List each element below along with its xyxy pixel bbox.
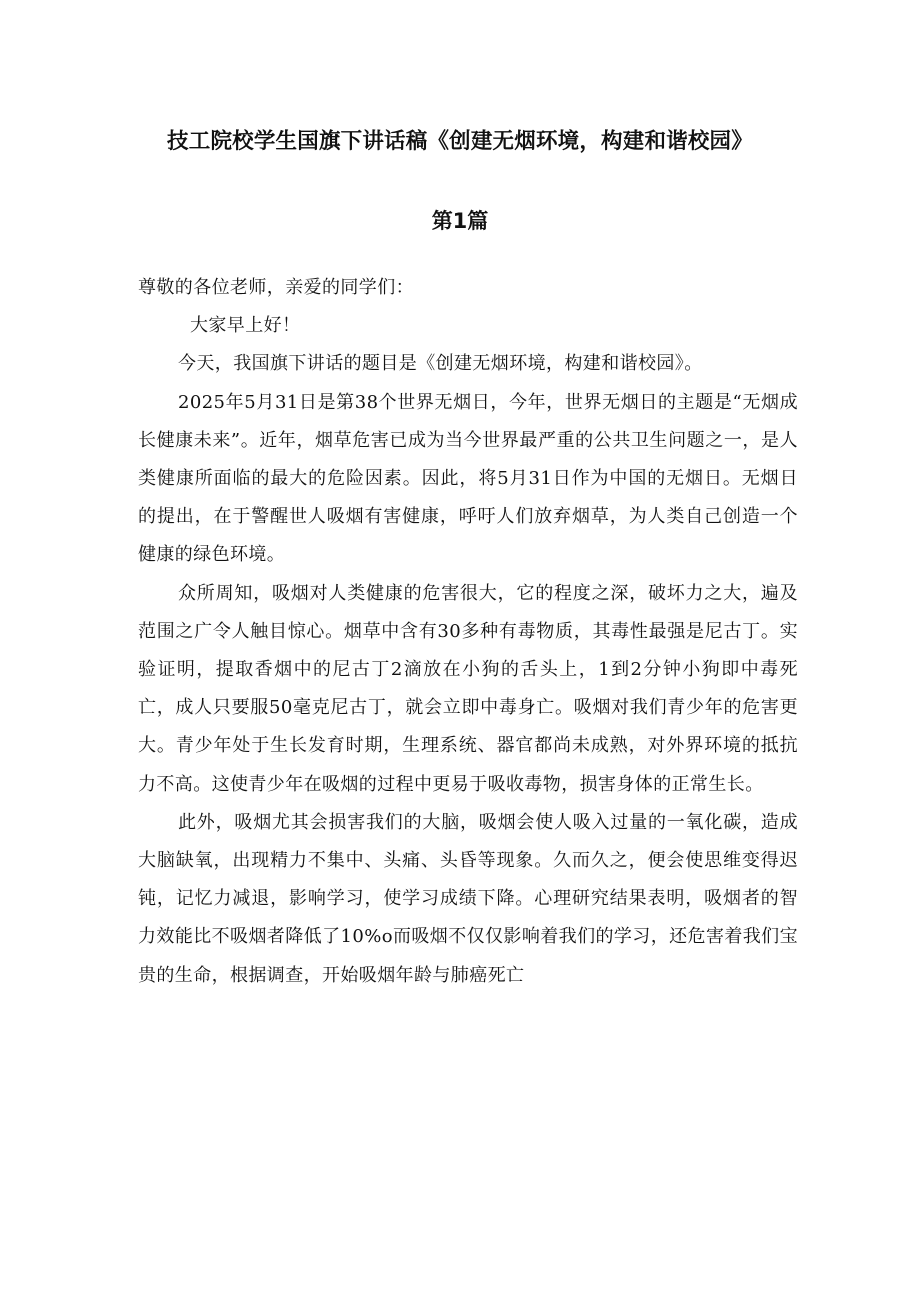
paragraph-brain-damage: 此外，吸烟尤其会损害我们的大脑，吸烟会使人吸入过量的一氧化碳，造成大脑缺氧，出现精力不集中、头痛、头昏等现象。久而久之，便会使思维变得迟钝，记忆力减退，影响学习，使学习成绩下降。心理研究结果表明，吸烟者的智力效能比不吸烟者降低了10%o而吸烟不仅仅影响着我们的学习，还危害着我们宝贵的生命，根据调查，开始吸烟年龄与肺癌死亡: [138, 811, 798, 986]
paragraph-world-no-tobacco-day: 2025年5月31日是第38个世界无烟日，今年，世界无烟日的主题是“无烟成长健康未来”。近年，烟草危害已成为当今世界最严重的公共卫生问题之一，是人类健康所面临的最大的危险因素。因此，将5月31日作为中国的无烟日。无烟日的提出，在于警醒世人吸烟有害健康，呼吁人们放弃烟草，为人类自己创造一个健康的绿色环境。: [138, 391, 798, 566]
greeting: 大家早上好！: [190, 315, 301, 337]
paragraph-health-hazards: 众所周知，吸烟对人类健康的危害很大，它的程度之深，破坏力之大，遍及范围之广令人触目惊心。烟草中含有30多种有毒物质，其毒性最强是尼古丁。实验证明，提取香烟中的尼古丁2滴放在小狗的舌头上，1到2分钟小狗即中毒死亡，成人只要服50毫克尼古丁，就会立即中毒身亡。吸烟对我们青少年的危害更大。青少年处于生长发育时期，生理系统、器官都尚未成熟，对外界环境的抵抗力不高。这使青少年在吸烟的过程中更易于吸收毒物，损害身体的正常生长。: [138, 582, 798, 795]
paragraph-intro: 今天，我国旗下讲话的题目是《创建无烟环境，构建和谐校园》。: [178, 353, 703, 375]
document-title: 技工院校学生国旗下讲话稿《创建无烟环境，构建和谐校园》: [167, 129, 753, 154]
document-body: [138, 269, 798, 995]
salutation: 尊敬的各位老师，亲爱的同学们：: [138, 277, 414, 298]
section-heading: 第1篇: [431, 209, 489, 233]
